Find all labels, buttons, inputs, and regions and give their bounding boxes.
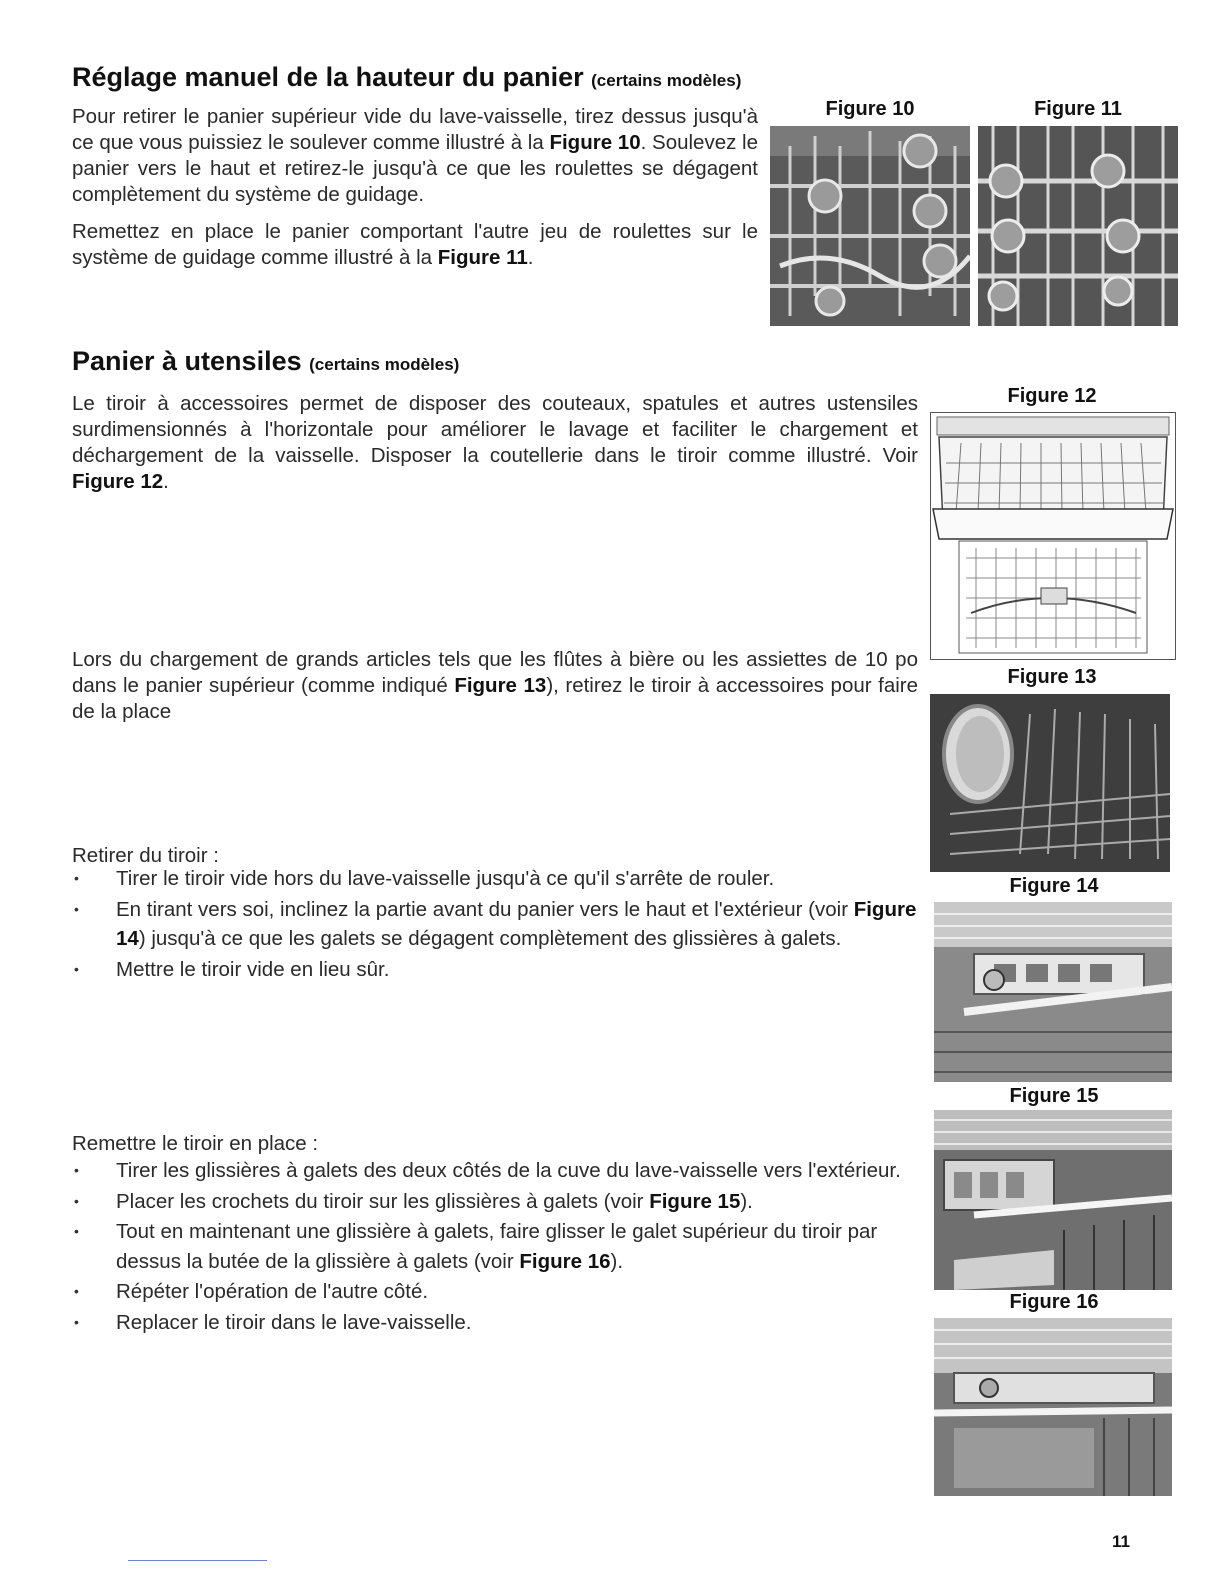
figure-12-caption: Figure 12 <box>1007 385 1097 407</box>
figure-11-photo <box>978 126 1178 326</box>
list-item-text: Mettre le tiroir vide en lieu sûr. <box>116 957 390 981</box>
list-item-text: ). <box>740 1189 753 1213</box>
list-item-text: ). <box>610 1249 624 1273</box>
paragraph-text: Remettez en place le panier comportant l'autre jeu de roulettes sur le système de guidage comme illustré à la <box>72 220 758 269</box>
replace-drawer-steps <box>72 1156 924 1338</box>
paragraph-replace-basket <box>72 219 758 271</box>
paragraph-text: . <box>163 470 169 493</box>
list-item <box>72 1277 924 1307</box>
remove-drawer-heading: Retirer du tiroir : <box>72 844 219 867</box>
paragraph-text: ), retirez le tiroir à accessoires pour faire de la place <box>72 674 918 723</box>
section-title-text: Panier à utensiles <box>72 346 302 376</box>
section-title-basket-height <box>72 62 741 93</box>
list-item <box>72 1187 924 1217</box>
section-title-note: (certains modèles) <box>591 71 742 90</box>
list-item-text: Placer les crochets du tiroir sur les glissières à galets (voir <box>116 1189 650 1213</box>
paragraph-text: Le tiroir à accessoires permet de disposer des couteaux, spatules et autres ustensiles surdimensionnés à l'horizontale pour améliorer le lavage et faciliter le chargement et déchargement de la vaisselle. Disposer la coutellerie dans le tiroir comme illustré. Voir <box>72 392 918 467</box>
section-title-text: Réglage manuel de la hauteur du panier <box>72 62 584 92</box>
figure-16-caption: Figure 16 <box>1009 1291 1099 1313</box>
paragraph-text: Pour retirer le panier supérieur vide du lave-vaisselle, tirez dessus jusqu'à ce que vous puissiez le soulever comme illustré à la <box>72 105 758 154</box>
list-item-text: Tirer le tiroir vide hors du lave-vaisselle jusqu'à ce qu'il s'arrête de rouler. <box>116 867 775 890</box>
list-item <box>72 1308 924 1338</box>
replace-drawer-heading: Remettre le tiroir en place : <box>72 1132 319 1155</box>
figure-10-photo <box>770 126 970 326</box>
figure-reference: Figure 16 <box>519 1249 611 1273</box>
list-item-text: En tirant vers soi, inclinez la partie avant du panier vers le haut et l'extérieur (voir <box>116 897 854 921</box>
figure-11-caption: Figure 11 <box>1034 98 1122 120</box>
list-item <box>72 864 924 894</box>
figure-15-caption: Figure 15 <box>1009 1085 1099 1107</box>
paragraph-text: . Soulevez le panier vers le haut et retirez-le jusqu'à ce que les roulettes se dégagent complètement du système de guidage. <box>72 131 759 206</box>
paragraph-text: Lors du chargement de grands articles tels que les flûtes à bière ou les assiettes de 10 po dans le panier supérieur (comme indiqué <box>72 648 918 697</box>
paragraph-accessory-drawer <box>72 391 918 495</box>
list-item-text: Tout en maintenant une glissière à galets, faire glisser le galet supérieur du tiroir par dessus la butée de la glissière à galets (voir <box>116 1220 878 1273</box>
list-item <box>72 895 924 954</box>
remove-drawer-steps <box>72 864 924 985</box>
figure-13-caption: Figure 13 <box>1007 666 1097 688</box>
list-item <box>72 955 924 985</box>
page-number: 11 <box>1112 1532 1130 1551</box>
list-item-text: Répéter l'opération de l'autre côté. <box>116 1280 429 1303</box>
list-item <box>72 1217 924 1276</box>
figure-13-photo <box>930 694 1170 872</box>
figure-16-photo <box>934 1318 1172 1496</box>
list-item-text: Tirer les glissières à galets des deux côtés de la cuve du lave-vaisselle vers l'extérieur. <box>116 1159 901 1182</box>
figure-14-photo <box>934 902 1172 1082</box>
figure-reference: Figure 13 <box>454 674 547 697</box>
paragraph-large-items <box>72 647 918 725</box>
footer-rule <box>128 1560 267 1561</box>
section-title-note: (certains modèles) <box>309 355 460 374</box>
list-item-text: Replacer le tiroir dans le lave-vaisselle. <box>116 1310 472 1334</box>
figure-reference: Figure 14 <box>116 897 917 950</box>
figure-reference: Figure 12 <box>72 470 164 493</box>
figure-12-drawing <box>930 412 1176 660</box>
list-item-text: ) jusqu'à ce que les galets se dégagent complètement des glissières à galets. <box>138 927 842 950</box>
figure-10-caption: Figure 10 <box>825 98 915 120</box>
figure-15-photo <box>934 1110 1172 1290</box>
figure-14-caption: Figure 14 <box>1009 875 1099 897</box>
list-item <box>72 1156 924 1186</box>
paragraph-text: . <box>527 246 534 269</box>
figure-reference: Figure 15 <box>649 1189 741 1213</box>
paragraph-remove-basket <box>72 104 758 208</box>
section-title-utensil-basket <box>72 346 459 377</box>
figure-reference: Figure 10 <box>549 131 641 154</box>
figure-reference: Figure 11 <box>437 246 528 269</box>
